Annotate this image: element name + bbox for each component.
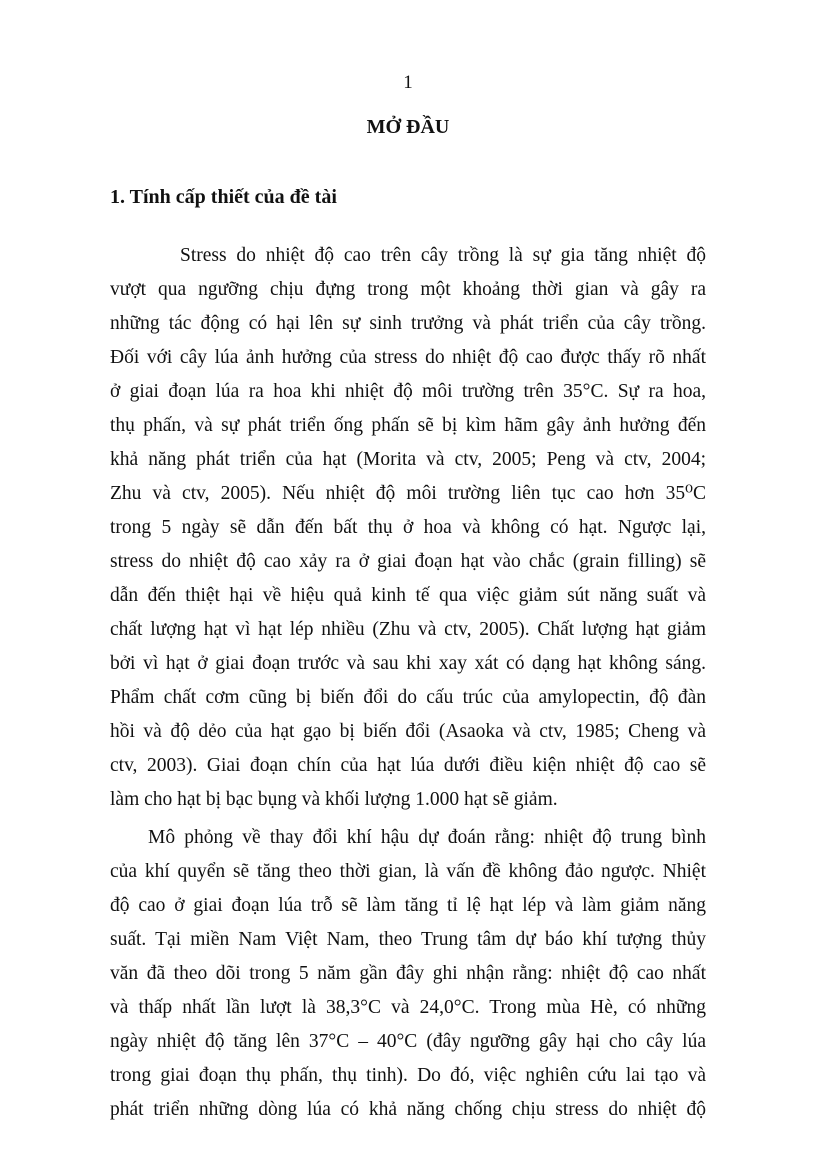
text-line: phát triển những dòng lúa có khả năng chống chịu stress do nhiệt độ (110, 1099, 706, 1120)
text-line: thụ phấn, và sự phát triển ống phấn sẽ bị kìm hãm gây ảnh hưởng đến (110, 415, 706, 436)
text-line: chất lượng hạt vì hạt lép nhiều (Zhu và ctv, 2005). Chất lượng hạt giảm (110, 619, 706, 640)
text-line: ctv, 2003). Giai đoạn chín của hạt lúa dưới điều kiện nhiệt độ cao sẽ (110, 755, 706, 776)
text-line: stress do nhiệt độ cao xảy ra ở giai đoạn hạt vào chắc (grain filling) sẽ (110, 551, 706, 572)
text-line: Zhu và ctv, 2005). Nếu nhiệt độ môi trường liên tục cao hơn 35⁰C (110, 483, 706, 504)
text-line: Stress do nhiệt độ cao trên cây trồng là sự gia tăng nhiệt độ (180, 245, 706, 266)
text-line: bởi vì hạt ở giai đoạn trước và sau khi xay xát có dạng hạt không sáng. (110, 653, 706, 674)
text-line: Đối với cây lúa ảnh hưởng của stress do nhiệt độ cao được thấy rõ nhất (110, 347, 706, 368)
text-line: độ cao ở giai đoạn lúa trỗ sẽ làm tăng tỉ lệ hạt lép và làm giảm năng (110, 895, 706, 916)
text-line: ngày nhiệt độ tăng lên 37°C – 40°C (đây ngưỡng gây hại cho cây lúa (110, 1031, 706, 1052)
text-line: Phẩm chất cơm cũng bị biến đổi do cấu trúc của amylopectin, độ đàn (110, 687, 706, 708)
text-line: trong 5 ngày sẽ dẫn đến bất thụ ở hoa và không có hạt. Ngược lại, (110, 517, 706, 538)
text-line: văn đã theo dõi trong 5 năm gần đây ghi nhận rằng: nhiệt độ cao nhất (110, 963, 706, 984)
text-line: vượt qua ngưỡng chịu đựng trong một khoảng thời gian và gây ra (110, 279, 706, 300)
text-line: hồi và độ dẻo của hạt gạo bị biến đổi (Asaoka và ctv, 1985; Cheng và (110, 721, 706, 742)
text-line: dẫn đến thiệt hại về hiệu quả kinh tế qua việc giảm sút năng suất và (110, 585, 706, 606)
text-line: suất. Tại miền Nam Việt Nam, theo Trung tâm dự báo khí tượng thủy (110, 929, 706, 950)
text-line: trong giai đoạn thụ phấn, thụ tinh). Do đó, việc nghiên cứu lai tạo và (110, 1065, 706, 1086)
text-line: làm cho hạt bị bạc bụng và khối lượng 1.000 hạt sẽ giảm. (110, 789, 558, 810)
page-number: 1 (403, 72, 413, 93)
text-line: những tác động có hại lên sự sinh trưởng và phát triển của cây trồng. (110, 313, 706, 334)
page-title: MỞ ĐẦU (366, 116, 450, 138)
text-line: của khí quyển sẽ tăng theo thời gian, là vấn đề không đảo ngược. Nhiệt (110, 861, 706, 882)
text-line: Mô phỏng về thay đổi khí hậu dự đoán rằng: nhiệt độ trung bình (148, 827, 706, 848)
section-heading: 1. Tính cấp thiết của đề tài (110, 186, 337, 208)
text-line: ở giai đoạn lúa ra hoa khi nhiệt độ môi trường trên 35°C. Sự ra hoa, (110, 381, 706, 402)
text-line: và thấp nhất lần lượt là 38,3°C và 24,0°C. Trong mùa Hè, có những (110, 997, 706, 1018)
text-line: khả năng phát triển của hạt (Morita và ctv, 2005; Peng và ctv, 2004; (110, 449, 706, 470)
